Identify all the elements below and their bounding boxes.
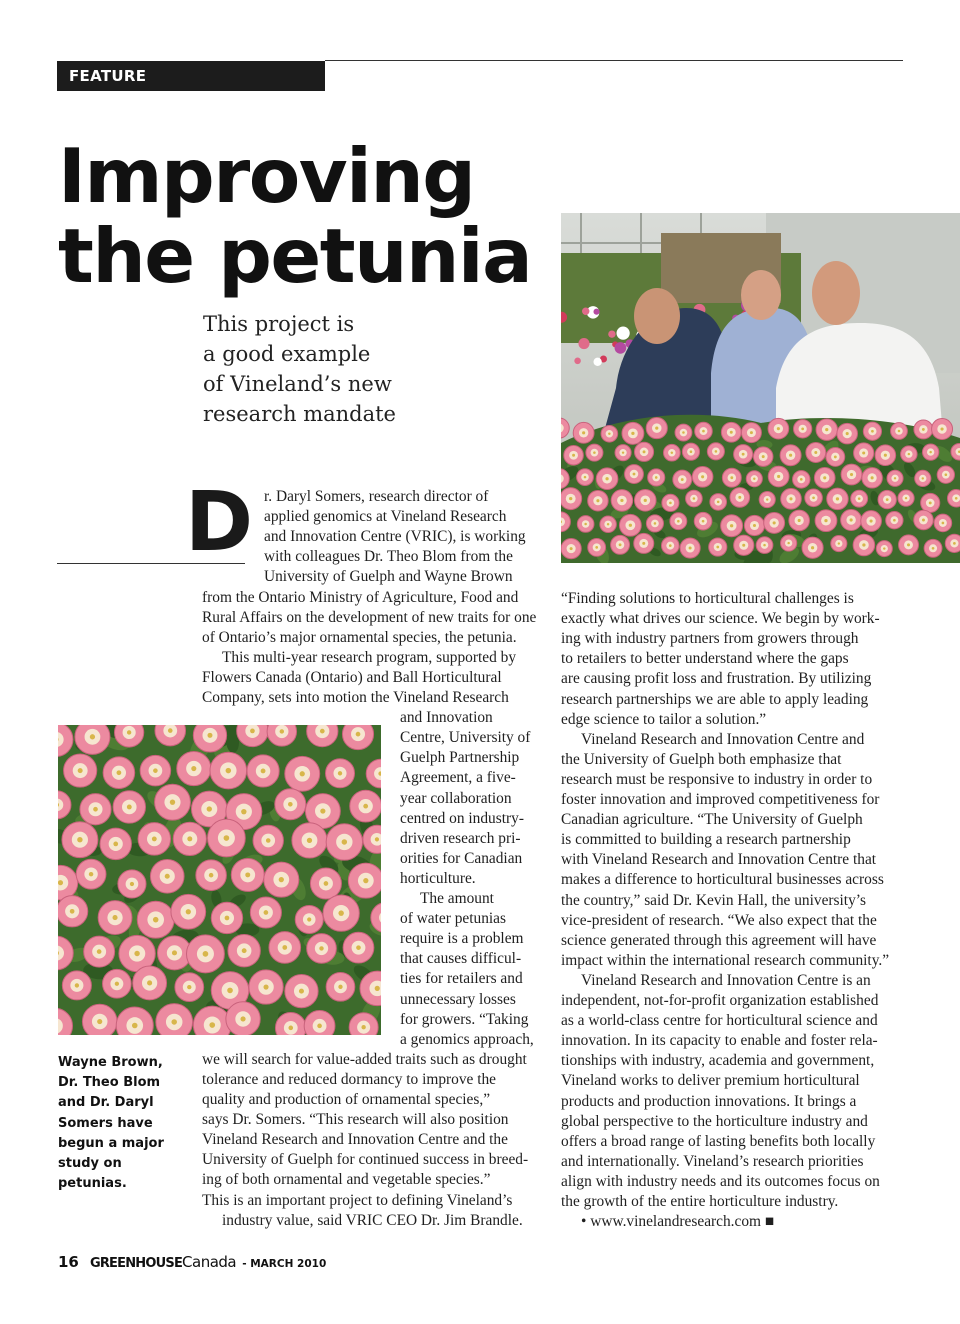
col2-line: foster innovation and improved competitiveness for	[561, 791, 880, 808]
magazine-name-bold: GREENHOUSE	[89, 1256, 183, 1271]
caption-line: begun a major	[58, 1135, 164, 1151]
page-footer	[58, 1252, 326, 1271]
photo-caption	[58, 1053, 188, 1194]
col1-line: Centre, University of	[400, 729, 531, 747]
headline-line-1: Improving	[58, 132, 475, 220]
face-right	[812, 261, 860, 325]
col2-line: products and production innovations. It brings a	[561, 1092, 857, 1110]
col1-line: Rural Affairs on the development of new traits for one	[202, 608, 537, 626]
deck-line: a good example	[203, 342, 371, 366]
col2-line: edge science to tailor a solution.”	[561, 710, 767, 728]
col1-line: University of Guelph and Wayne Brown	[264, 568, 513, 586]
col1-line: we will search for value-added traits such as drought	[202, 1050, 527, 1068]
col2-line: independent, not-for-profit organization established	[561, 992, 879, 1009]
col1-line: year collaboration	[400, 789, 512, 807]
col2-line: • www.vinelandresearch.com ■	[581, 1213, 775, 1231]
col2-line: vice-president of research. “We also expect that the	[561, 911, 877, 929]
col1-line: The amount	[420, 890, 494, 907]
col2-line: exactly what drives our science. We begin by work-	[561, 610, 880, 628]
magazine-name-regular: Canada	[182, 1253, 237, 1271]
col1-line: for growers. “Taking	[400, 1010, 529, 1028]
col2-line: research must be responsive to industry in order to	[561, 770, 873, 788]
col1-line: Vineland Research and Innovation Centre and the	[202, 1131, 508, 1149]
col2-line: as a world-class centre for horticultural science and	[561, 1012, 878, 1030]
col2-line: the growth of the entire horticulture industry.	[561, 1193, 839, 1210]
face-middle	[741, 270, 781, 320]
col1-line: quality and production of ornamental species,”	[202, 1091, 491, 1108]
col1-line: from the Ontario Ministry of Agriculture, Food and	[202, 588, 519, 606]
col2-line: science generated through this agreement will have	[561, 931, 877, 949]
page-number: 16	[58, 1253, 79, 1271]
col2-line: Canadian agriculture. “The University of Guelph	[561, 811, 863, 829]
headline	[58, 132, 558, 300]
col2-line: the country,” said Dr. Kevin Hall, the university’s	[561, 891, 867, 909]
col1-line: tolerance and reduced dormancy to improve the	[202, 1070, 497, 1088]
col1-line: Company, sets into motion the Vineland Research	[202, 689, 509, 706]
col2-line: and internationally. Vineland’s research priorities	[561, 1152, 864, 1170]
col1-line: unnecessary losses	[400, 990, 516, 1008]
col2-line: “Finding solutions to horticultural challenges is	[561, 590, 854, 607]
group-photo-image	[561, 213, 960, 563]
col2-line: impact within the international research community.”	[561, 951, 890, 969]
col1-line: University of Guelph for continued success in breed-	[202, 1151, 529, 1169]
col2-line: tionships with industry, academia and government,	[561, 1052, 875, 1070]
section-label: FEATURE	[57, 61, 325, 91]
headline-line-2: the petunia	[58, 212, 532, 300]
col1-line: a genomics approach,	[400, 1030, 534, 1048]
col1-line: of Ontario’s major ornamental species, the petunia.	[202, 628, 517, 646]
col1-line: centred on industry-	[400, 809, 524, 827]
col1-line: horticulture.	[400, 869, 476, 887]
col2-line: align with industry needs and its outcomes focus on	[561, 1172, 880, 1190]
col2-line: Vineland works to deliver premium horticultural	[561, 1072, 860, 1090]
col2-line: to retailers to better understand where the gaps	[561, 650, 849, 668]
col2-line: research partnerships we are able to apply leading	[561, 690, 869, 708]
col1-line: This multi-year research program, supported by	[222, 648, 517, 666]
face-left	[634, 288, 680, 344]
col2-line: the University of Guelph both emphasize that	[561, 750, 842, 768]
col1-line: ing of both ornamental and vegetable species.”	[202, 1171, 491, 1189]
col2-line: makes a difference to horticultural businesses across	[561, 871, 884, 889]
deck-line: This project is	[203, 312, 355, 336]
col2-line: innovation. In its capacity to enable and foster rela-	[561, 1032, 878, 1050]
drop-cap: D	[185, 475, 254, 570]
caption-line: and Dr. Daryl	[58, 1095, 154, 1111]
col1-line: Flowers Canada (Ontario) and Ball Horticultural	[202, 668, 502, 686]
col1-line: that causes difficul-	[400, 950, 522, 968]
col1-line: industry value, said VRIC CEO Dr. Jim Brandle.	[222, 1211, 523, 1229]
col2-line: offers a broad range of lasting benefits both locally	[561, 1132, 876, 1150]
caption-line: Somers have	[58, 1115, 153, 1131]
deck-line: research mandate	[203, 402, 396, 426]
col1-line: of water petunias	[400, 910, 506, 928]
col1-line: and Innovation Centre (VRIC), is working	[264, 528, 526, 546]
col2-line: ing with industry partners from growers through	[561, 630, 859, 648]
col1-line: r. Daryl Somers, research director of	[264, 488, 489, 505]
col1-line: Guelph Partnership	[400, 749, 520, 767]
col2-line: is committed to building a research partnership	[561, 831, 851, 849]
deck-line: of Vineland’s new	[203, 372, 392, 396]
col1-line: says Dr. Somers. “This research will also position	[202, 1111, 509, 1129]
group-photo	[561, 213, 960, 563]
top-rule	[325, 60, 903, 61]
col1-line: ties for retailers and	[400, 970, 523, 988]
caption-line: petunias.	[58, 1176, 127, 1192]
col1-line: applied genomics at Vineland Research	[264, 508, 507, 526]
petunia-photo	[58, 725, 381, 1035]
col2-line: global perspective to the horticulture industry and	[561, 1112, 868, 1130]
col2-line: are causing profit loss and frustration. By utilizing	[561, 670, 872, 688]
col2-line: with Vineland Research and Innovation Centre that	[561, 851, 877, 869]
col1-line: This is an important project to defining Vineland’s	[202, 1191, 513, 1209]
col1-line: and Innovation	[400, 709, 493, 727]
col1-line: with colleagues Dr. Theo Blom from the	[264, 548, 513, 566]
caption-line: Dr. Theo Blom	[58, 1075, 161, 1091]
issue-date: - MARCH 2010	[242, 1258, 327, 1270]
caption-line: study on	[58, 1156, 122, 1172]
col1-line: Agreement, a five-	[400, 769, 516, 787]
col2-line: Vineland Research and Innovation Centre and	[581, 730, 865, 748]
col2-line: Vineland Research and Innovation Centre is an	[581, 971, 871, 989]
col1-line: orities for Canadian	[400, 849, 523, 867]
foreground-petunias	[561, 415, 960, 563]
deck	[203, 309, 533, 429]
petunia-photo-image	[58, 725, 381, 1035]
col1-line: require is a problem	[400, 930, 524, 948]
caption-line: Wayne Brown,	[58, 1055, 163, 1070]
col1-line: driven research pri-	[400, 829, 521, 847]
